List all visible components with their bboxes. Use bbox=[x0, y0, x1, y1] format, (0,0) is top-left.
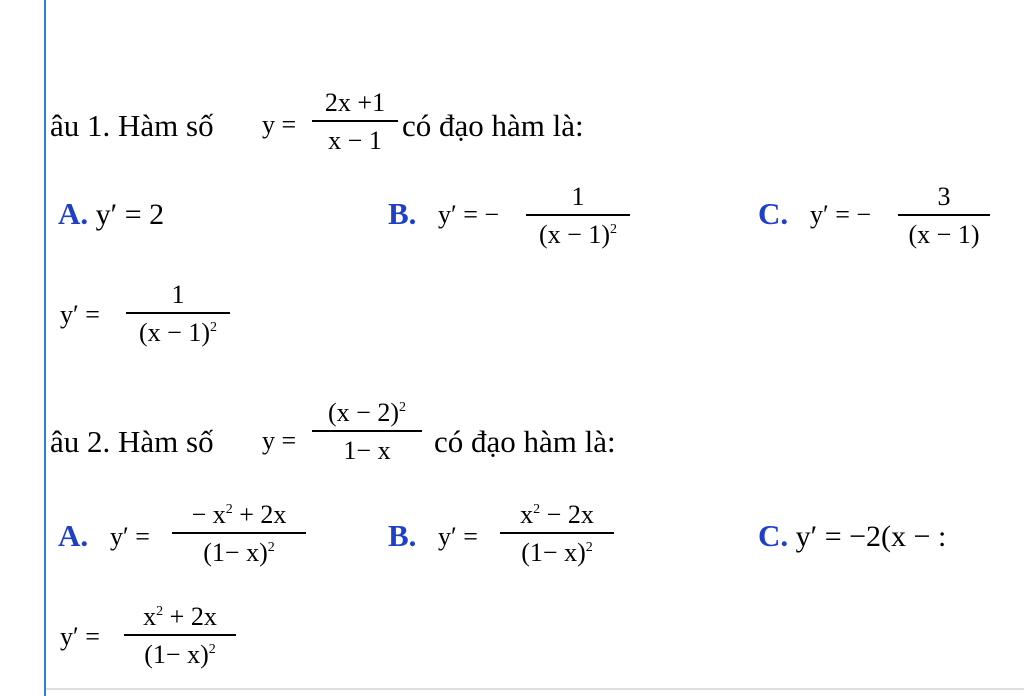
q1-option-c-label: C. bbox=[758, 196, 789, 231]
q2-option-b-num-pre: x bbox=[520, 500, 534, 529]
q2-option-b-num-exp: 2 bbox=[533, 502, 541, 517]
q2-function-fraction bbox=[312, 398, 422, 466]
q2-option-a-numerator bbox=[172, 500, 306, 532]
q2-option-a-num-post: + 2x bbox=[232, 500, 287, 529]
q2-option-d-den-base: (1− x) bbox=[144, 640, 209, 669]
q2-option-a-num-pre: − x bbox=[191, 500, 226, 529]
q2-option-b[interactable] bbox=[388, 518, 416, 554]
q1-numerator: 2x +1 bbox=[324, 88, 386, 117]
q2-option-d-den-exp: 2 bbox=[208, 642, 216, 657]
q2-num-exp: 2 bbox=[398, 400, 406, 415]
q2-option-a-label: A. bbox=[58, 518, 89, 553]
q1-option-d-den-exp: 2 bbox=[209, 320, 217, 335]
q1-option-b-lhs: y′ = − bbox=[438, 200, 500, 229]
q2-option-b-numerator bbox=[500, 500, 614, 532]
page-margin-line bbox=[44, 0, 46, 696]
q1-option-b[interactable] bbox=[388, 196, 416, 232]
q1-option-d-lhs[interactable]: y′ = bbox=[60, 300, 100, 329]
q1-option-a-text: y′ = 2 bbox=[95, 198, 165, 231]
q2-option-d-num-post: + 2x bbox=[163, 602, 217, 631]
q2-option-c-label: C. bbox=[758, 518, 789, 553]
q2-suffix: có đạo hàm là: bbox=[434, 424, 616, 459]
q2-option-a-fraction bbox=[172, 500, 306, 568]
q1-option-c[interactable] bbox=[758, 196, 788, 232]
q1-option-b-den-exp: 2 bbox=[609, 222, 617, 237]
q2-option-a-lhs: y′ = bbox=[110, 522, 150, 551]
q1-option-d-denominator bbox=[126, 314, 230, 348]
q1-option-b-denominator bbox=[526, 216, 630, 250]
q1-function-fraction bbox=[312, 88, 398, 156]
q2-option-c-text: y′ = −2(x − : bbox=[795, 520, 947, 553]
q1-option-d-fraction bbox=[126, 280, 230, 348]
q1-option-c-denominator: (x − 1) bbox=[908, 220, 980, 249]
q1-option-c-fraction bbox=[898, 182, 990, 250]
q2-option-d-denominator bbox=[124, 636, 236, 670]
q2-option-d-num-pre: x bbox=[143, 602, 157, 631]
q1-prefix: âu 1. Hàm số bbox=[50, 108, 214, 143]
q2-option-a-den-exp: 2 bbox=[267, 540, 275, 555]
q2-denominator: 1− x bbox=[343, 436, 391, 465]
q2-option-b-denominator bbox=[500, 534, 614, 568]
q2-option-b-lhs: y′ = bbox=[438, 522, 478, 551]
q2-option-b-label: B. bbox=[388, 518, 417, 553]
q2-option-d-numerator bbox=[124, 602, 236, 634]
q1-option-a[interactable] bbox=[58, 196, 164, 232]
q2-numerator bbox=[312, 398, 422, 430]
q2-option-d-fraction bbox=[124, 602, 236, 670]
q2-option-a-den-base: (1− x) bbox=[203, 538, 268, 567]
q1-option-b-fraction bbox=[526, 182, 630, 250]
q1-lhs: y = bbox=[262, 110, 297, 139]
q2-option-b-den-exp: 2 bbox=[585, 540, 593, 555]
q1-option-b-label: B. bbox=[388, 196, 417, 231]
q1-suffix: có đạo hàm là: bbox=[402, 108, 584, 143]
q2-option-c[interactable] bbox=[758, 518, 946, 554]
q1-option-c-numerator: 3 bbox=[937, 182, 951, 211]
q2-option-a-num-exp: 2 bbox=[225, 502, 233, 517]
q2-option-d-lhs[interactable]: y′ = bbox=[60, 622, 100, 651]
q1-option-d-numerator: 1 bbox=[171, 280, 185, 309]
q2-num-base: (x − 2) bbox=[328, 398, 399, 427]
q2-option-d-num-exp: 2 bbox=[156, 604, 164, 619]
page-bottom-divider bbox=[46, 688, 1024, 690]
q1-denominator: x − 1 bbox=[328, 126, 382, 155]
q1-option-c-lhs: y′ = − bbox=[810, 200, 872, 229]
q1-option-b-den-base: (x − 1) bbox=[539, 220, 610, 249]
q1-option-a-label: A. bbox=[58, 196, 89, 231]
q2-prefix: âu 2. Hàm số bbox=[50, 424, 214, 459]
q2-option-a-denominator bbox=[172, 534, 306, 568]
q2-option-b-den-base: (1− x) bbox=[521, 538, 586, 567]
q2-option-a[interactable] bbox=[58, 518, 88, 554]
q2-option-b-num-post: − 2x bbox=[540, 500, 594, 529]
q1-option-b-numerator: 1 bbox=[571, 182, 585, 211]
q2-option-b-fraction bbox=[500, 500, 614, 568]
q1-option-d-den-base: (x − 1) bbox=[139, 318, 210, 347]
q2-lhs: y = bbox=[262, 426, 297, 455]
